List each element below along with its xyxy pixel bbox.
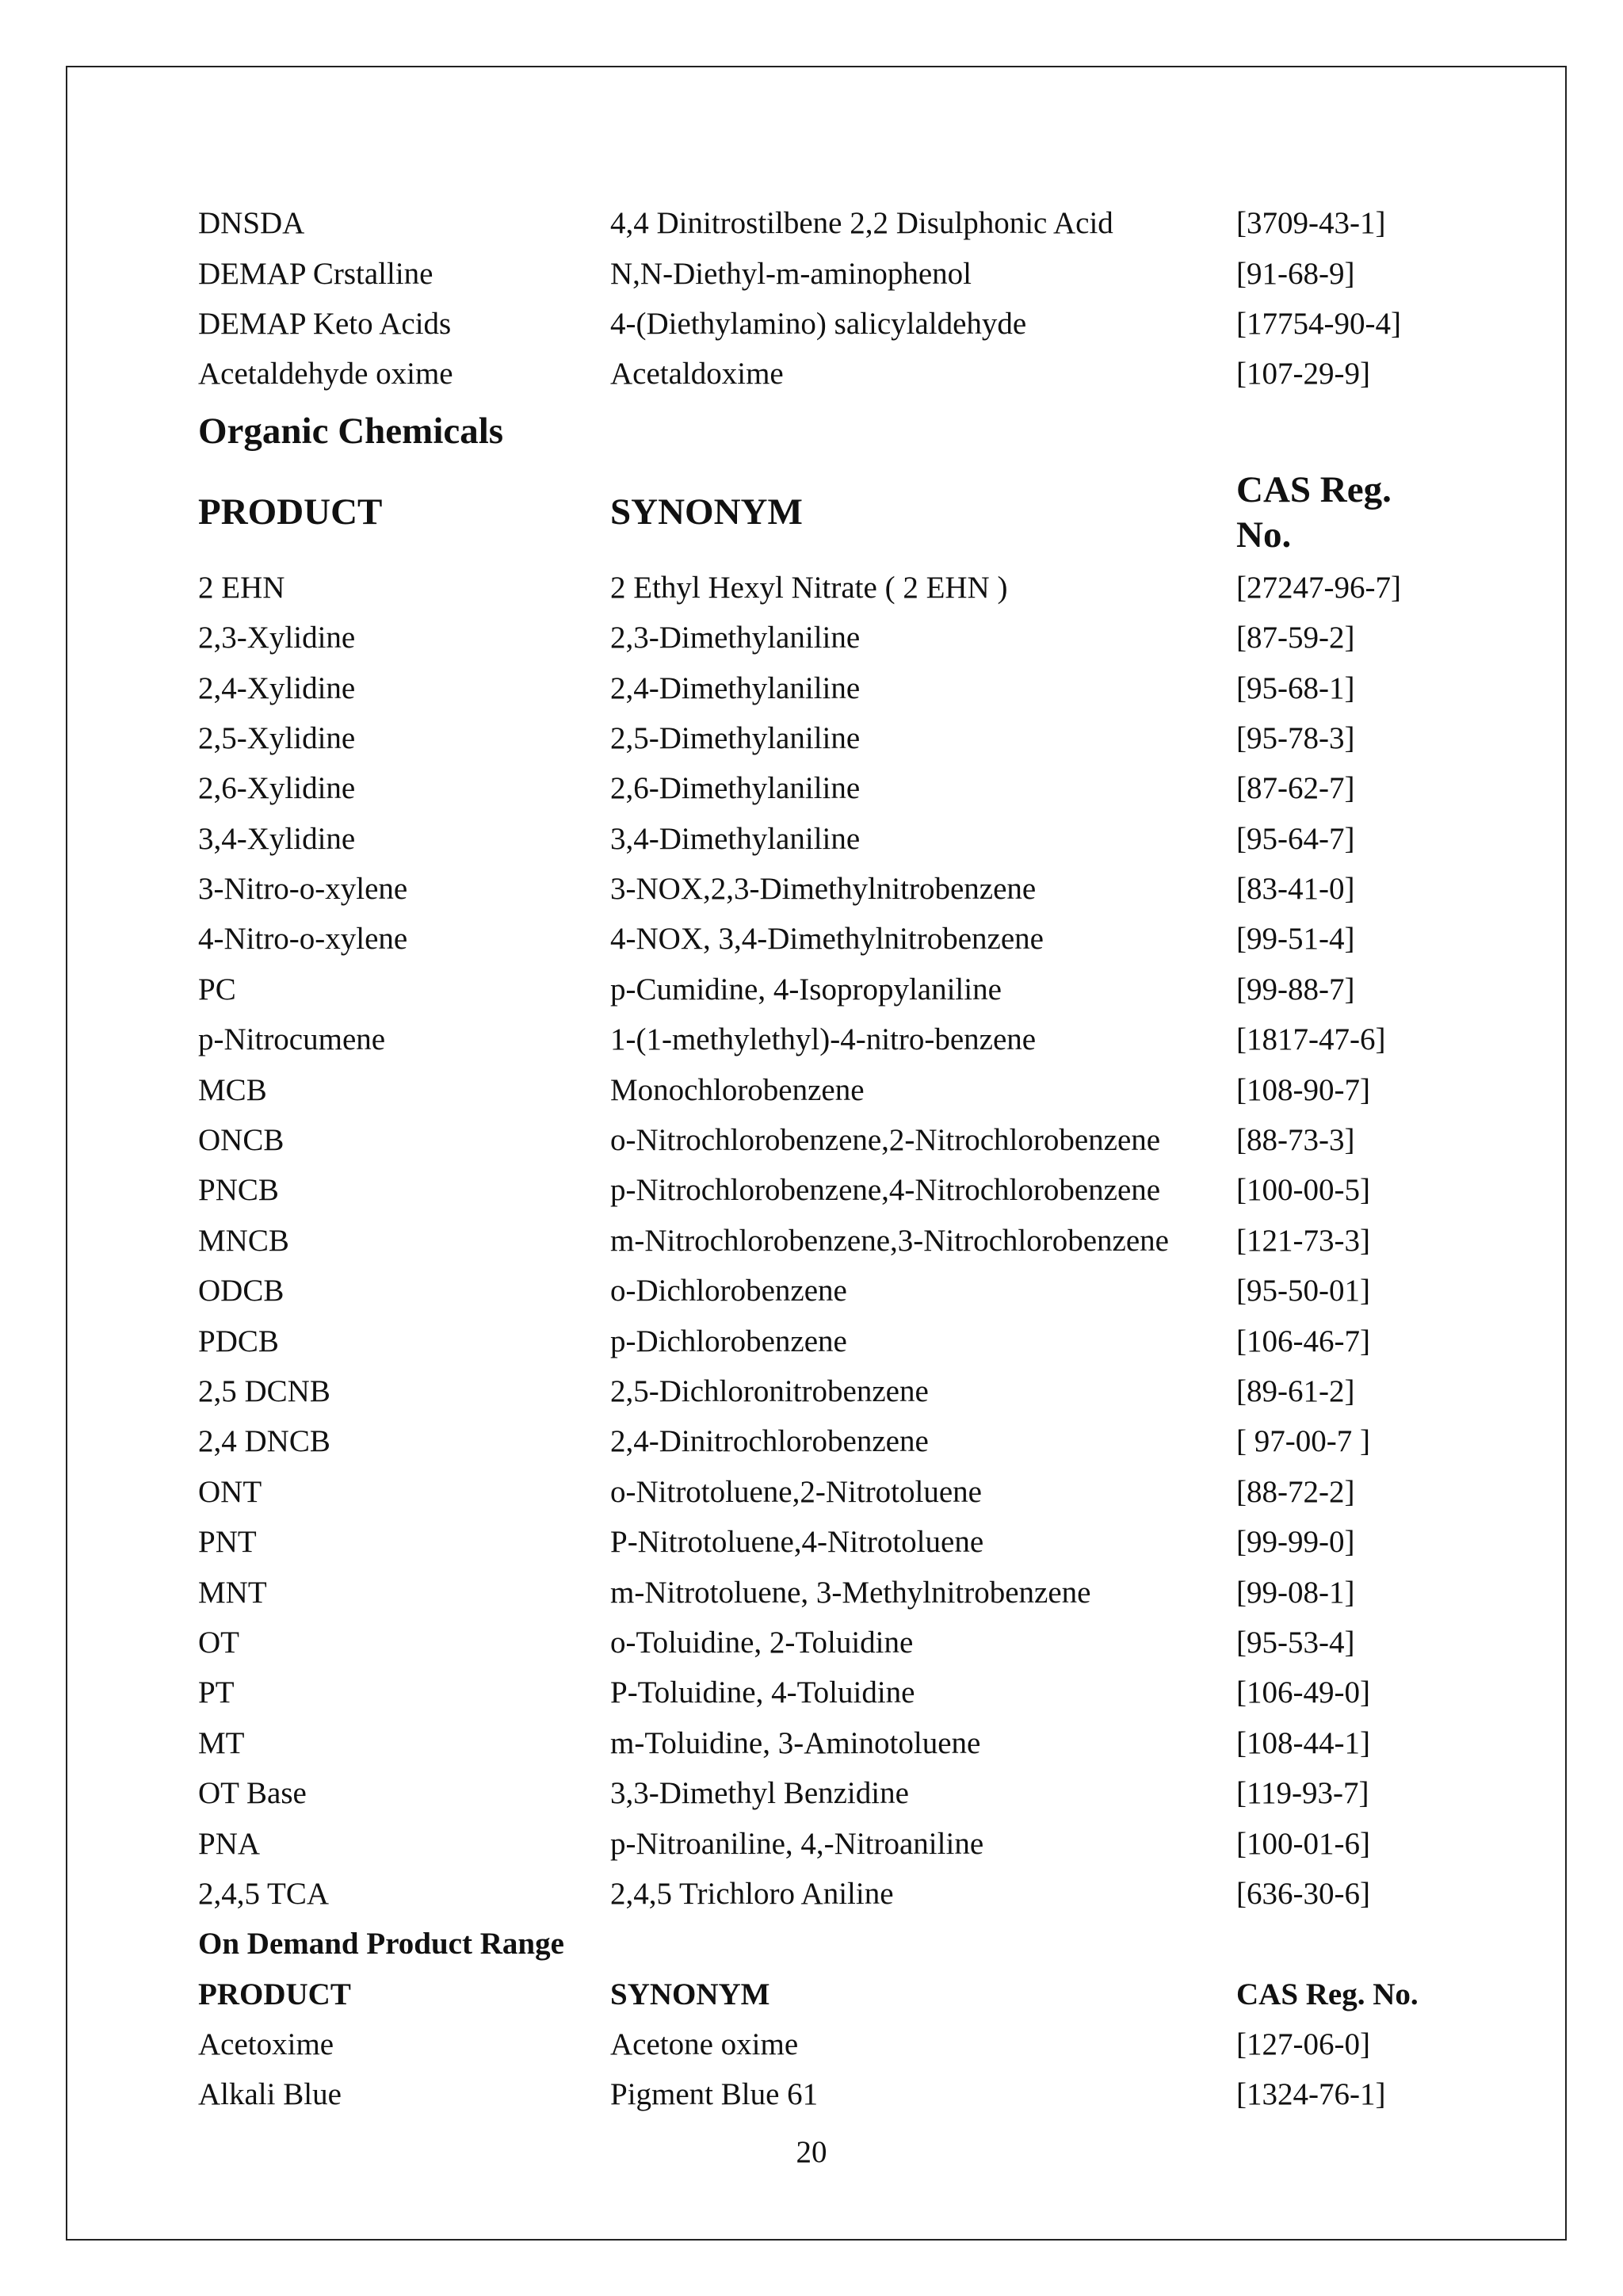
table-row	[198, 1416, 1506, 1466]
table-row	[198, 1869, 1506, 1919]
synonym-cell: o-Nitrotoluene,2-Nitrotoluene	[610, 1474, 982, 1509]
product-header: PRODUCT	[198, 1977, 351, 2011]
product-cell: MT	[198, 1725, 245, 1760]
table-row	[198, 563, 1506, 613]
table-row	[198, 1768, 1506, 1818]
synonym-cell: p-Dichlorobenzene	[610, 1324, 847, 1358]
product-cell: p-Nitrocumene	[198, 1022, 386, 1057]
synonym-cell: o-Dichlorobenzene	[610, 1274, 847, 1308]
cas-cell: [99-88-7]	[1236, 972, 1355, 1007]
synonym-cell: 4,4 Dinitrostilbene 2,2 Disulphonic Acid	[610, 206, 1113, 241]
synonym-cell: 2,4,5 Trichloro Aniline	[610, 1876, 894, 1911]
table-row	[198, 198, 1506, 248]
document-content	[198, 198, 1506, 2120]
product-cell: 2,4-Xylidine	[198, 670, 356, 705]
cas-cell: [636-30-6]	[1236, 1876, 1370, 1911]
cas-cell: [88-72-2]	[1236, 1474, 1355, 1509]
product-cell: Alkali Blue	[198, 2077, 342, 2112]
cas-cell: [100-01-6]	[1236, 1826, 1370, 1861]
product-cell: Acetoxime	[198, 2027, 334, 2062]
cas-cell: [ 97-00-7 ]	[1236, 1424, 1370, 1459]
product-cell: 3-Nitro-o-xylene	[198, 872, 408, 907]
table-row	[198, 663, 1506, 712]
on-demand-title: On Demand Product Range	[198, 1927, 564, 1962]
table-row	[198, 349, 1506, 399]
cas-cell: [108-90-7]	[1236, 1072, 1370, 1107]
table-row	[198, 1567, 1506, 1617]
product-cell: 2,5-Xylidine	[198, 720, 356, 755]
product-cell: DEMAP Crstalline	[198, 256, 433, 291]
product-cell: MCB	[198, 1072, 267, 1107]
synonym-cell: 4-(Diethylamino) salicylaldehyde	[610, 306, 1027, 341]
synonym-cell: 2,3-Dimethylaniline	[610, 621, 861, 655]
synonym-cell: 2,4-Dinitrochlorobenzene	[610, 1424, 929, 1459]
organic-table-body	[198, 563, 1506, 1920]
synonym-cell: Monochlorobenzene	[610, 1072, 865, 1107]
synonym-cell: m-Nitrotoluene, 3-Methylnitrobenzene	[610, 1575, 1091, 1610]
table-row	[198, 814, 1506, 864]
table-row	[198, 1014, 1506, 1064]
synonym-cell: m-Toluidine, 3-Aminotoluene	[610, 1725, 981, 1760]
product-cell: Acetaldehyde oxime	[198, 357, 453, 392]
product-header: PRODUCT	[198, 491, 383, 533]
synonym-cell: 3-NOX,2,3-Dimethylnitrobenzene	[610, 872, 1037, 907]
synonym-cell: P-Nitrotoluene,4-Nitrotoluene	[610, 1525, 984, 1560]
cas-cell: [95-64-7]	[1236, 821, 1355, 856]
cas-cell: [88-73-3]	[1236, 1123, 1355, 1158]
table-row	[198, 1316, 1506, 1366]
product-cell: 3,4-Xylidine	[198, 821, 356, 856]
cas-cell: [95-53-4]	[1236, 1625, 1355, 1660]
cas-cell: [95-78-3]	[1236, 720, 1355, 755]
table-row	[198, 1064, 1506, 1114]
cas-cell: [83-41-0]	[1236, 872, 1355, 907]
synonym-cell: m-Nitrochlorobenzene,3-Nitrochlorobenzene	[610, 1223, 1169, 1258]
table-row	[198, 1818, 1506, 1868]
synonym-cell: Pigment Blue 61	[610, 2077, 819, 2112]
cas-cell: [106-46-7]	[1236, 1324, 1370, 1358]
synonym-cell: p-Nitroaniline, 4,-Nitroaniline	[610, 1826, 984, 1861]
table-row	[198, 613, 1506, 663]
table-row	[198, 965, 1506, 1014]
synonym-header: SYNONYM	[610, 491, 803, 533]
cas-cell: [95-50-01]	[1236, 1274, 1370, 1308]
page-number: 20	[796, 2135, 827, 2169]
table-row	[198, 1216, 1506, 1266]
table-row	[198, 248, 1506, 298]
product-cell: 2,5 DCNB	[198, 1374, 330, 1408]
synonym-cell: Acetone oxime	[610, 2027, 799, 2062]
cas-cell: [99-51-4]	[1236, 922, 1355, 957]
cas-cell: [99-99-0]	[1236, 1525, 1355, 1560]
organic-chemicals-title: Organic Chemicals	[198, 410, 504, 452]
on-demand-table-header	[198, 1969, 1506, 2019]
top-table	[198, 198, 1506, 399]
table-row	[198, 1467, 1506, 1517]
product-cell: PDCB	[198, 1324, 279, 1358]
cas-cell: [108-44-1]	[1236, 1725, 1370, 1760]
synonym-cell: 4-NOX, 3,4-Dimethylnitrobenzene	[610, 922, 1044, 957]
table-row	[198, 1366, 1506, 1416]
cas-header: CAS Reg. No.	[1236, 1977, 1419, 2011]
cas-cell: [100-00-5]	[1236, 1173, 1370, 1208]
synonym-cell: p-Nitrochlorobenzene,4-Nitrochlorobenzene	[610, 1173, 1161, 1208]
synonym-cell: 3,3-Dimethyl Benzidine	[610, 1776, 909, 1811]
synonym-cell: 3,4-Dimethylaniline	[610, 821, 861, 856]
cas-cell: [106-49-0]	[1236, 1675, 1370, 1710]
synonym-cell: N,N-Diethyl-m-aminophenol	[610, 256, 972, 291]
product-cell: 2 EHN	[198, 570, 285, 605]
synonym-header: SYNONYM	[610, 1977, 770, 2011]
cas-cell: [17754-90-4]	[1236, 306, 1401, 341]
cas-header: CAS Reg. No.	[1236, 469, 1392, 556]
cas-cell: [1817-47-6]	[1236, 1022, 1386, 1057]
product-cell: 2,6-Xylidine	[198, 771, 356, 806]
synonym-cell: 2,5-Dichloronitrobenzene	[610, 1374, 929, 1408]
cas-cell: [87-59-2]	[1236, 621, 1355, 655]
product-cell: PNT	[198, 1525, 257, 1560]
table-row	[198, 1718, 1506, 1768]
cas-cell: [99-08-1]	[1236, 1575, 1355, 1610]
product-cell: PT	[198, 1675, 235, 1710]
cas-cell: [87-62-7]	[1236, 771, 1355, 806]
cas-cell: [119-93-7]	[1236, 1776, 1369, 1811]
product-cell: PNA	[198, 1826, 261, 1861]
table-row	[198, 763, 1506, 813]
synonym-cell: 1-(1-methylethyl)-4-nitro-benzene	[610, 1022, 1037, 1057]
cas-cell: [1324-76-1]	[1236, 2077, 1386, 2112]
table-row	[198, 1266, 1506, 1316]
synonym-cell: p-Cumidine, 4-Isopropylaniline	[610, 972, 1002, 1007]
cas-cell: [27247-96-7]	[1236, 570, 1401, 605]
table-row	[198, 864, 1506, 914]
table-row	[198, 1115, 1506, 1165]
product-cell: OT	[198, 1625, 239, 1660]
synonym-cell: o-Nitrochlorobenzene,2-Nitrochlorobenzene	[610, 1123, 1161, 1158]
product-cell: PC	[198, 972, 236, 1007]
table-row	[198, 2069, 1506, 2119]
cas-cell: [89-61-2]	[1236, 1374, 1355, 1408]
on-demand-table-body	[198, 2019, 1506, 2120]
synonym-cell: o-Toluidine, 2-Toluidine	[610, 1625, 914, 1660]
product-cell: 2,4 DNCB	[198, 1424, 330, 1459]
synonym-cell: 2,4-Dimethylaniline	[610, 670, 861, 705]
table-row	[198, 1668, 1506, 1717]
synonym-cell: 2 Ethyl Hexyl Nitrate ( 2 EHN )	[610, 570, 1008, 605]
synonym-cell: P-Toluidine, 4-Toluidine	[610, 1675, 915, 1710]
cas-cell: [91-68-9]	[1236, 256, 1355, 291]
product-cell: 4-Nitro-o-xylene	[198, 922, 408, 957]
cas-cell: [127-06-0]	[1236, 2027, 1370, 2062]
cas-cell: [121-73-3]	[1236, 1223, 1370, 1258]
table-row	[198, 713, 1506, 763]
synonym-cell: 2,5-Dimethylaniline	[610, 720, 861, 755]
synonym-cell: 2,6-Dimethylaniline	[610, 771, 861, 806]
table-row	[198, 1517, 1506, 1567]
product-cell: 2,4,5 TCA	[198, 1876, 330, 1911]
cas-cell: [95-68-1]	[1236, 670, 1355, 705]
table-row	[198, 2019, 1506, 2069]
product-cell: ONCB	[198, 1123, 285, 1158]
product-cell: MNT	[198, 1575, 267, 1610]
table-row	[198, 1165, 1506, 1215]
table-row	[198, 299, 1506, 349]
product-cell: PNCB	[198, 1173, 279, 1208]
cas-cell: [3709-43-1]	[1236, 206, 1386, 241]
product-cell: 2,3-Xylidine	[198, 621, 356, 655]
product-cell: ODCB	[198, 1274, 285, 1308]
product-cell: DNSDA	[198, 206, 305, 241]
product-cell: ONT	[198, 1474, 262, 1509]
table-row	[198, 914, 1506, 964]
synonym-cell: Acetaldoxime	[610, 357, 784, 392]
product-cell: MNCB	[198, 1223, 289, 1258]
cas-cell: [107-29-9]	[1236, 357, 1370, 392]
organic-table-header	[198, 463, 1506, 563]
product-cell: OT Base	[198, 1776, 307, 1811]
product-cell: DEMAP Keto Acids	[198, 306, 452, 341]
table-row	[198, 1618, 1506, 1668]
